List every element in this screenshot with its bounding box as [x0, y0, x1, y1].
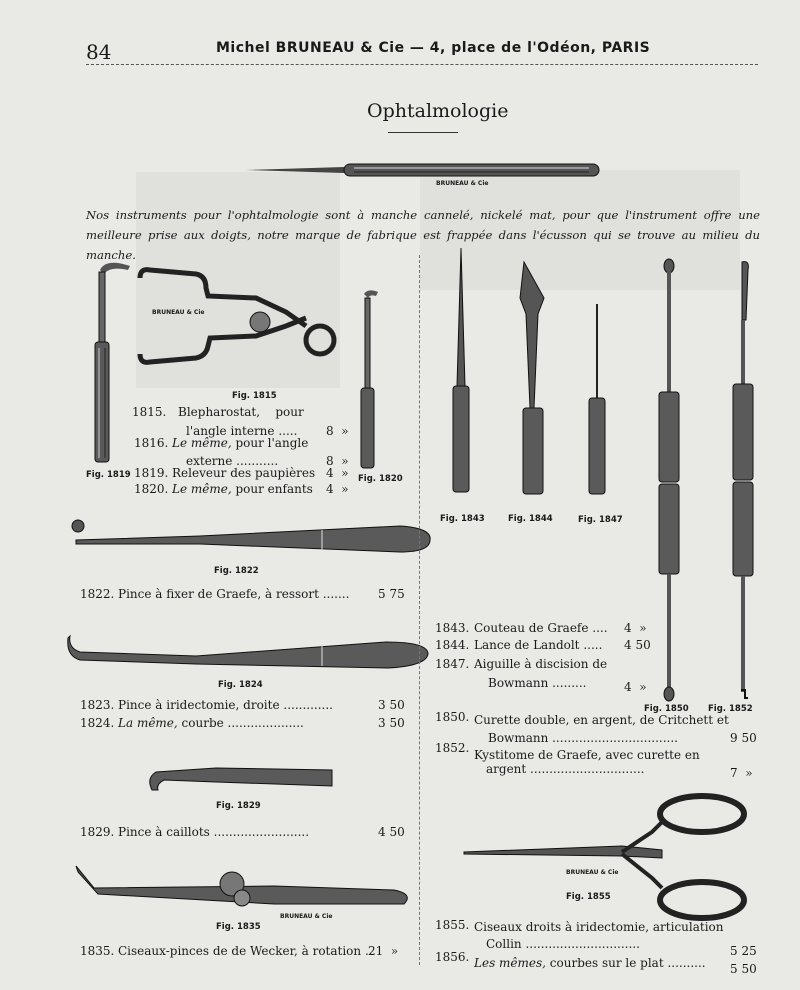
instrument-1822: [70, 518, 434, 558]
item-1855-text-2: Collin ..............................: [486, 937, 640, 951]
item-1822-text: Pince à fixer de Graefe, à ressort .......: [118, 587, 350, 601]
item-1816-number: 1816.: [134, 436, 169, 450]
maker-mark: BRUNEAU & Cie: [436, 180, 489, 187]
item-1819-text: Releveur des paupières: [172, 466, 316, 480]
item-1843-price: 4 »: [624, 621, 647, 635]
fig-1822-label: Fig. 1822: [214, 566, 259, 576]
header-rule: [86, 64, 758, 65]
item-1819-price: 4 »: [326, 466, 349, 480]
item-1855-price: 5 25: [730, 944, 757, 958]
instrument-1824: [66, 630, 432, 674]
title-rule: [388, 132, 458, 133]
item-1847-text: Aiguille à discision de: [474, 657, 608, 671]
item-1829-number: 1829.: [80, 825, 115, 839]
item-1816-italic: Le même,: [172, 436, 232, 450]
item-1835-price: 21 »: [368, 944, 399, 958]
item-1820-number: 1820.: [134, 482, 169, 496]
item-1850-number: 1850.: [435, 710, 470, 724]
instrument-1843: [446, 246, 476, 496]
item-1823-text: Pince à iridectomie, droite .............: [118, 698, 333, 712]
instrument-1852: [728, 260, 758, 700]
item-1856-number: 1856.: [435, 950, 470, 964]
item-1855-text: Ciseaux droits à iridectomie, articulation: [474, 920, 724, 934]
instrument-1844: [514, 258, 554, 496]
column-divider: [419, 255, 420, 965]
item-1856-price: 5 50: [730, 962, 757, 976]
item-1850-text-2: Bowmann .................................: [488, 731, 678, 745]
item-1844-number: 1844.: [435, 638, 470, 652]
page-header: Michel BRUNEAU & Cie — 4, place de l'Odéon, PARIS: [216, 40, 651, 56]
item-1816-text-2: externe ...........: [186, 454, 279, 468]
fig-1815-label: Fig. 1815: [232, 391, 277, 401]
item-1852-number: 1852.: [435, 741, 470, 755]
item-1850-price: 9 50: [730, 731, 757, 745]
item-1847-text-2: Bowmann .........: [488, 676, 587, 690]
item-1844-price: 4 50: [624, 638, 651, 652]
item-1829-price: 4 50: [378, 825, 405, 839]
item-1835-number: 1835.: [80, 944, 115, 958]
fig-1820-label: Fig. 1820: [358, 474, 403, 484]
fig-1835-label: Fig. 1835: [216, 922, 261, 932]
item-1815-text: Blepharostat, pour: [178, 405, 304, 419]
item-1843-text: Couteau de Graefe ....: [474, 621, 608, 635]
instrument-1850: [654, 258, 684, 702]
item-1835-text: Ciseaux-pinces de de Wecker, à rotation ..: [118, 944, 373, 958]
item-1852-text-2: argent ..............................: [486, 762, 645, 776]
item-1816-text: [172, 436, 308, 450]
item-1820-text: [172, 482, 313, 496]
maker-mark-1815: BRUNEAU & Cie: [152, 309, 205, 316]
item-1815-text-2: l'angle interne .....: [186, 424, 298, 438]
item-1856-rest: courbes sur le plat ..........: [545, 956, 706, 970]
item-1852-text: Kystitome de Graefe, avec curette en: [474, 748, 700, 762]
item-1847-price: 4 »: [624, 680, 647, 694]
section-title: Ophtalmologie: [367, 100, 509, 122]
item-1844-text: Lance de Landolt .....: [474, 638, 603, 652]
item-1856-italic: Les mêmes,: [474, 956, 546, 970]
instrument-1815: [136, 262, 342, 386]
fig-1855-label: Fig. 1855: [566, 892, 611, 902]
item-1824-rest: courbe ....................: [177, 716, 304, 730]
item-1823-number: 1823.: [80, 698, 115, 712]
item-1815-number: 1815.: [132, 405, 167, 419]
instrument-1820: [354, 288, 384, 472]
instrument-1819: [86, 258, 138, 468]
item-1820-rest: pour enfants: [231, 482, 313, 496]
fig-1819-label: Fig. 1819: [86, 470, 131, 480]
item-1824-italic: La même,: [118, 716, 178, 730]
item-1820-price: 4 »: [326, 482, 349, 496]
instrument-1829: [146, 760, 336, 800]
item-1847-number: 1847.: [435, 657, 470, 671]
item-1824-number: 1824.: [80, 716, 115, 730]
item-1816-rest: pour l'angle: [231, 436, 309, 450]
item-1829-text: Pince à caillots .........................: [118, 825, 310, 839]
item-1822-number: 1822.: [80, 587, 115, 601]
item-1822-price: 5 75: [378, 587, 405, 601]
instrument-knife-top: [244, 160, 604, 190]
item-1824-text: [118, 716, 304, 730]
item-1856-text: [474, 956, 706, 970]
item-1850-text: Curette double, en argent, de Critchett et: [474, 713, 729, 727]
fig-1850-label: Fig. 1850: [644, 704, 689, 714]
maker-mark-1835: BRUNEAU & Cie: [280, 913, 333, 920]
item-1852-price: 7 »: [730, 766, 753, 780]
item-1815-price: 8 »: [326, 424, 349, 438]
instrument-1855: [462, 792, 748, 922]
item-1816-price: 8 »: [326, 454, 349, 468]
item-1824-price: 3 50: [378, 716, 405, 730]
item-1855-number: 1855.: [435, 918, 470, 932]
fig-1829-label: Fig. 1829: [216, 801, 261, 811]
intro-paragraph: Nos instruments pour l'ophtalmologie sont à manche cannelé, nickelé mat, pour que l'instrument offre une meilleure prise aux doigts, notre marque de fabrique est frappée dans l'écusson qui se trouve au milieu du manche.: [86, 208, 760, 262]
item-1823-price: 3 50: [378, 698, 405, 712]
fig-1824-label: Fig. 1824: [218, 680, 263, 690]
item-1819-number: 1819.: [134, 466, 169, 480]
fig-1843-label: Fig. 1843: [440, 514, 485, 524]
item-1820-italic: Le même,: [172, 482, 232, 496]
instrument-1847: [584, 302, 610, 496]
maker-mark-1855: BRUNEAU & Cie: [566, 869, 619, 876]
fig-1852-label: Fig. 1852: [708, 704, 753, 714]
page-number: 84: [86, 40, 112, 64]
fig-1844-label: Fig. 1844: [508, 514, 553, 524]
item-1843-number: 1843.: [435, 621, 470, 635]
instrument-1835: [74, 860, 416, 918]
fig-1847-label: Fig. 1847: [578, 515, 623, 525]
